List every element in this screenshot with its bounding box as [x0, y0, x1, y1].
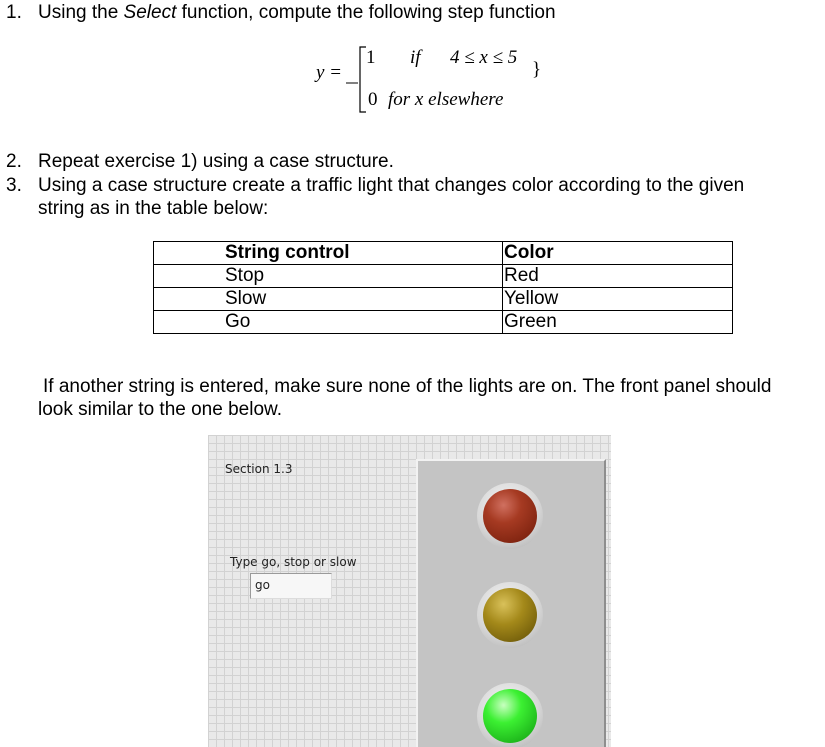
header-string-control: String control [154, 242, 503, 265]
section-label: Section 1.3 [225, 462, 293, 476]
exercise-2-number: 2. [6, 151, 22, 172]
yellow-light-bezel [477, 582, 543, 648]
red-light-bezel [477, 483, 543, 549]
header-color: Color [503, 242, 733, 265]
exercise-1-text [38, 1, 556, 24]
green-light-bezel [477, 683, 543, 747]
case2-value: 0 [368, 89, 378, 110]
exercise-1-text-start: Using the [38, 2, 124, 23]
exercise-1-number: 1. [6, 2, 22, 23]
note-line-1: If another string is entered, make sure none of the lights are on. The front panel should [43, 376, 772, 397]
exercise-3-number: 3. [6, 175, 22, 196]
table-row [154, 265, 733, 288]
yellow-light-icon [483, 588, 537, 642]
cell-string: Stop [154, 265, 503, 288]
step-function-equation [300, 42, 560, 116]
equation-lhs: y = [316, 62, 343, 83]
select-function-name: Select [123, 2, 177, 23]
cell-color: Red [503, 265, 733, 288]
cell-color: Green [503, 311, 733, 334]
cell-color: Yellow [503, 288, 733, 311]
case1-condition: 4 ≤ x ≤ 5 [450, 47, 518, 68]
table-row [154, 288, 733, 311]
table-row [154, 311, 733, 334]
front-panel [208, 435, 611, 747]
cell-string: Slow [154, 288, 503, 311]
table-header-row [154, 242, 733, 265]
exercise-3-line-1: Using a case structure create a traffic light that changes color according to the given [38, 175, 745, 196]
string-color-table [153, 241, 733, 334]
exercise-1-text-end: function, compute the following step function [176, 2, 556, 23]
cell-string: Go [154, 311, 503, 334]
traffic-light-housing [416, 459, 606, 747]
note-line-2: look similar to the one below. [38, 399, 282, 420]
green-light-icon [483, 689, 537, 743]
case1-brace: } [532, 59, 542, 80]
string-input-label: Type go, stop or slow [230, 555, 357, 569]
exercise-2-text: Repeat exercise 1) using a case structure. [38, 151, 394, 172]
red-light-icon [483, 489, 537, 543]
exercise-3-line-2: string as in the table below: [38, 198, 269, 219]
case1-if: if [410, 47, 421, 68]
string-control-input[interactable]: go [250, 573, 332, 599]
case2-condition: for x elsewhere [388, 89, 504, 110]
case1-value: 1 [366, 47, 376, 68]
